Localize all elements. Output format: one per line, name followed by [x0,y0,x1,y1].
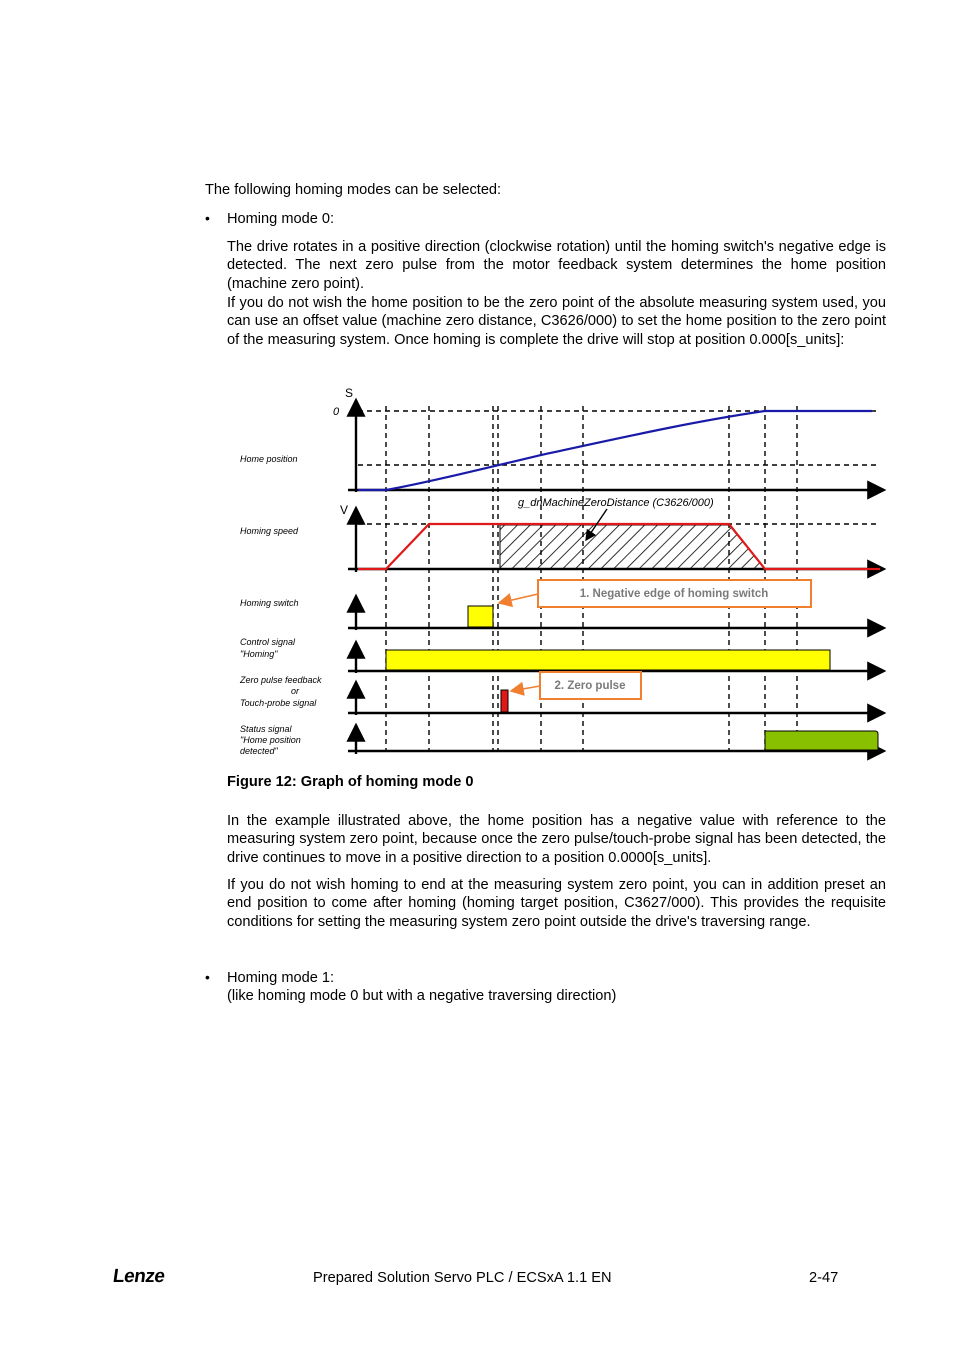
mode0-para1: The drive rotates in a positive direction (clockwise rotation) until the homing switch's negative edge is detected. The next zero pulse from the motor feedback system determines the home position (machine zero point). [227,239,886,292]
mode0-para2: If you do not wish the home position to be the zero point of the absolute measuring system used, you can use an offset value (machine zero distance, C3626/000) to set the home position to the zero point of the measuring system. Once homing is complete the drive will stop at position 0.000[s_units]: [227,295,886,348]
mode1-desc: (like homing mode 0 but with a negative traversing direction) [227,988,617,1004]
label-home-position: Home position [240,454,298,464]
bullet-mode0: • [205,210,210,226]
axis-s-zero: 0 [333,406,340,418]
position-curve [358,411,872,490]
zero-pulse-signal [501,690,508,712]
homing-mode0-graph [0,380,954,780]
label-status-3: detected" [240,746,278,756]
label-zero-pulse-1: Zero pulse feedback [240,675,322,685]
mode0-title: Homing mode 0: [227,211,335,227]
label-homing-speed: Homing speed [240,526,299,536]
label-zero-pulse-2: or [291,686,300,696]
lenze-logo: Lenze [111,1266,166,1287]
callout1-text: 1. Negative edge of homing switch [579,588,769,600]
figure-caption: Figure 12: Graph of homing mode 0 [227,774,474,790]
status-signal-bar [765,731,878,750]
label-homing-switch: Homing switch [240,598,299,608]
control-signal-bar [386,650,830,670]
intro-text: The following homing modes can be selected: [205,182,502,198]
axis-s-label: S [345,386,354,400]
label-status-2: "Home position [240,735,301,745]
bullet-mode1: • [205,969,210,985]
machine-zero-distance-area [500,525,765,569]
mode1-title: Homing mode 1: [227,970,335,986]
label-status-1: Status signal [240,724,292,734]
axis-v-label: V [340,503,349,517]
homing-switch-signal [468,606,493,627]
footer-page-number: 2-47 [809,1270,839,1286]
label-control-signal-2: "Homing" [240,649,278,659]
footer-doc-title: Prepared Solution Servo PLC / ECSxA 1.1 EN [313,1270,612,1286]
label-control-signal-1: Control signal [240,637,296,647]
callout2-text: 2. Zero pulse [554,680,626,692]
distance-label: g_dnMachineZeroDistance (C3626/000) [518,497,714,509]
after-para2: If you do not wish homing to end at the measuring system zero point, you can in addition preset an end position to come after homing (homing target position, C3627/000). This provides the requisite conditions for setting the measuring system zero point outside the drive's traversing range. [227,877,886,930]
after-para1: In the example illustrated above, the home position has a negative value with reference to the measuring system zero point, because once the zero pulse/touch-probe signal has been detected, the drive continues to move in a positive direction to a position 0.0000[s_units]. [227,813,886,866]
label-zero-pulse-3: Touch-probe signal [240,698,317,708]
